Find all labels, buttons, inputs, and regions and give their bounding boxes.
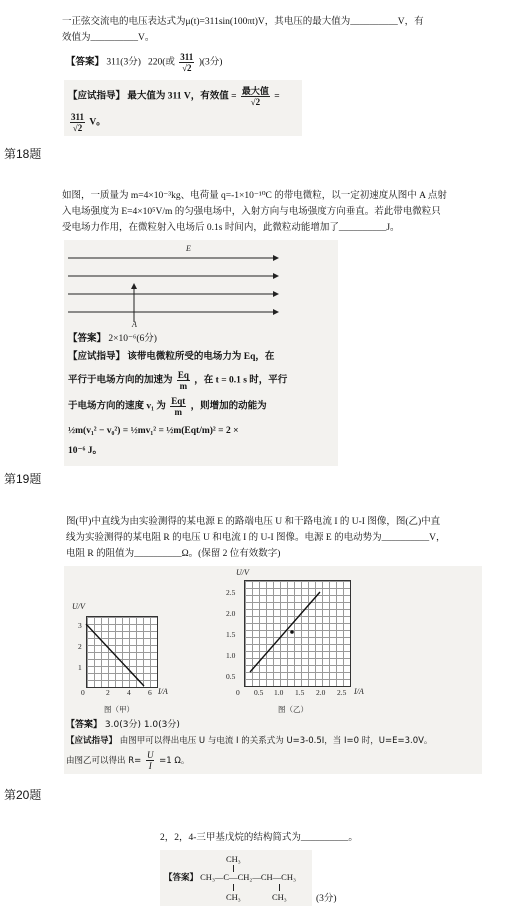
guide-equals: = bbox=[274, 91, 280, 102]
tick-label: 0 bbox=[81, 688, 85, 697]
fraction-numerator: 最大值 bbox=[241, 86, 269, 96]
answer-value: 3.0(3分) 1.0(3分) bbox=[104, 720, 180, 730]
question-number-20: 第20题 bbox=[4, 788, 42, 802]
guide-text: 平行于电场方向的加速为 bbox=[68, 375, 173, 386]
question-number-19: 第19题 bbox=[4, 472, 42, 486]
answer-label: 【答案】 bbox=[66, 57, 105, 68]
tick-label: 2.5 bbox=[337, 688, 347, 697]
fraction-denominator: m bbox=[174, 407, 182, 417]
q18-line1: 如图，一质量为 m=4×10⁻³kg、电荷量 q=-1×10⁻¹⁰C 的带电微粒，以一定初速度从图中 A 点射 bbox=[62, 191, 447, 201]
guide-fraction bbox=[170, 396, 186, 417]
graph-a-caption: 图（甲） bbox=[104, 705, 134, 714]
fraction-denominator: √2 bbox=[72, 123, 83, 133]
q18-guide-line2 bbox=[68, 370, 287, 391]
guide-label: 【应试指导】 bbox=[66, 736, 118, 746]
q18-guide-line3 bbox=[68, 396, 267, 417]
tick-label: 0.5 bbox=[254, 688, 264, 697]
tick-label: 1.5 bbox=[226, 630, 236, 639]
tick-label: 0.5 bbox=[226, 672, 236, 681]
q17-guide-line2 bbox=[68, 112, 106, 133]
field-label-E: E bbox=[186, 244, 191, 253]
guide-text: =1 Ω。 bbox=[159, 756, 190, 766]
guide-fraction bbox=[177, 370, 190, 391]
fraction-denominator: m bbox=[179, 381, 188, 391]
q18-guide-line4: ½m(v₁² − v₀²) = ½mv₁² = ½m(Eqt/m)² = 2 × bbox=[68, 426, 239, 436]
q20-answer-scan bbox=[160, 850, 312, 906]
guide-text: 该带电微粒所受的电场力为 Eq，在 bbox=[127, 352, 275, 362]
q17-question-line2: 效值为__________V。 bbox=[62, 33, 155, 43]
q18-line2: 入电场强度为 E=4×10⁵V/m 的匀强电场中，入射方向与电场强度方向垂直。若此带电微粒只 bbox=[62, 207, 441, 217]
q19-answer bbox=[66, 718, 180, 732]
tick-label: 1.0 bbox=[226, 651, 236, 660]
q18-line3: 受电场力作用，在微粒射入电场后 0.1s 时间内，此微粒动能增加了__________J。 bbox=[62, 223, 400, 233]
guide-fraction-2 bbox=[70, 112, 85, 133]
answer-fraction bbox=[179, 52, 194, 73]
guide-text: ，则增加的动能为 bbox=[190, 401, 267, 412]
graph-b-xlabel: I/A bbox=[354, 687, 364, 696]
tick-label: 1.5 bbox=[295, 688, 305, 697]
tick-label: 4 bbox=[127, 688, 131, 697]
q20-line1: 2，2，4-三甲基戊烷的结构简式为__________。 bbox=[160, 833, 358, 843]
fraction-numerator: Eqt bbox=[171, 396, 186, 406]
graph-b-caption: 图（乙） bbox=[278, 705, 308, 714]
q18-guide-line1 bbox=[68, 350, 274, 364]
formula-main: CH₃—C—CH₂—CH—CH₃ bbox=[200, 872, 296, 882]
q17-guide-line1 bbox=[68, 86, 280, 107]
answer-label: 【答案】 bbox=[164, 872, 199, 882]
tick-label: 3 bbox=[78, 621, 82, 630]
fraction-denominator: √2 bbox=[250, 97, 261, 107]
tick-label: 2.0 bbox=[316, 688, 326, 697]
guide-text: 由图甲可以得出电压 U 与电流 I 的关系式为 U=3-0.5I，当 I=0 时，U=E=3.0V。 bbox=[119, 736, 433, 746]
q18-field-diagram bbox=[64, 240, 338, 330]
answer-value-c: )(3分) bbox=[198, 57, 223, 68]
guide-unit: V。 bbox=[89, 117, 106, 128]
guide-text: 由图乙可以得出 R= bbox=[66, 756, 142, 766]
fraction-denominator: I bbox=[148, 761, 152, 771]
tick-label: 2 bbox=[78, 642, 82, 651]
guide-text: 于电场方向的速度 v₁ 为 bbox=[68, 401, 166, 412]
fraction-numerator: 311 bbox=[180, 52, 194, 62]
tick-label: 1.0 bbox=[274, 688, 284, 697]
graph-a-ylabel: U/V bbox=[72, 602, 85, 611]
tick-label: 2.5 bbox=[226, 588, 236, 597]
q19-scan bbox=[64, 566, 482, 774]
answer-value-b: 220(或 bbox=[148, 57, 175, 68]
q19-guide-line2 bbox=[66, 750, 189, 771]
q20-answer-line bbox=[164, 870, 296, 884]
graph-a-xlabel: I/A bbox=[158, 687, 168, 696]
fraction-numerator: 311 bbox=[71, 112, 85, 122]
guide-fraction bbox=[241, 86, 270, 107]
q17-answer bbox=[66, 52, 222, 73]
q20-score: (3分) bbox=[316, 894, 337, 904]
guide-label: 【应试指导】 bbox=[68, 352, 126, 362]
answer-value: 2×10⁻⁶(6分) bbox=[108, 334, 157, 344]
q18-scan bbox=[64, 240, 338, 466]
fraction-denominator: √2 bbox=[182, 63, 192, 73]
formula-top: CH₃ bbox=[226, 854, 241, 864]
q18-guide-line5: 10⁻⁶ J。 bbox=[68, 446, 102, 456]
tick-label: 2 bbox=[106, 688, 110, 697]
point-label-A: A bbox=[132, 320, 137, 329]
guide-text: ，在 t = 0.1 s 时，平行 bbox=[194, 375, 288, 386]
fraction-numerator: U bbox=[146, 750, 154, 760]
guide-label: 【应试指导】 bbox=[68, 91, 126, 102]
q19-line1: 图(甲)中直线为由实验测得的某电源 E 的路端电压 U 和干路电流 I 的 U-I 图像，图(乙)中直 bbox=[66, 517, 441, 527]
tick-label: 1 bbox=[78, 663, 82, 672]
q19-line3: 电阻 R 的阻值为__________Ω。(保留 2 位有效数字) bbox=[66, 549, 281, 559]
guide-fraction bbox=[146, 750, 155, 771]
tick-label: 0 bbox=[236, 688, 240, 697]
q19-guide-line1 bbox=[66, 734, 432, 748]
graph-b-line bbox=[64, 566, 364, 706]
formula-bottom-left: CH₃ bbox=[226, 892, 241, 902]
graph-b-ylabel: U/V bbox=[236, 568, 249, 577]
q18-answer bbox=[68, 332, 157, 346]
answer-label: 【答案】 bbox=[66, 720, 103, 730]
tick-label: 2.0 bbox=[226, 609, 236, 618]
q17-question-line1: 一正弦交流电的电压表达式为μ(t)=311sin(100πt)V，其电压的最大值为__________V，有 bbox=[62, 17, 424, 27]
guide-text: 最大值为 311 V，有效值 = bbox=[127, 91, 237, 102]
fraction-numerator: Eq bbox=[177, 370, 189, 380]
q19-line2: 线为实验测得的某电阻 R 的电压 U 和电流 I 的 U-I 图像。电源 E 的电动势为__________V， bbox=[66, 533, 446, 543]
tick-label: 6 bbox=[148, 688, 152, 697]
formula-bottom-right: CH₃ bbox=[272, 892, 287, 902]
q17-guide-scan bbox=[64, 80, 302, 136]
question-number-18: 第18题 bbox=[4, 147, 42, 161]
answer-value-a: 311(3分) bbox=[106, 57, 141, 68]
answer-label: 【答案】 bbox=[68, 334, 107, 344]
